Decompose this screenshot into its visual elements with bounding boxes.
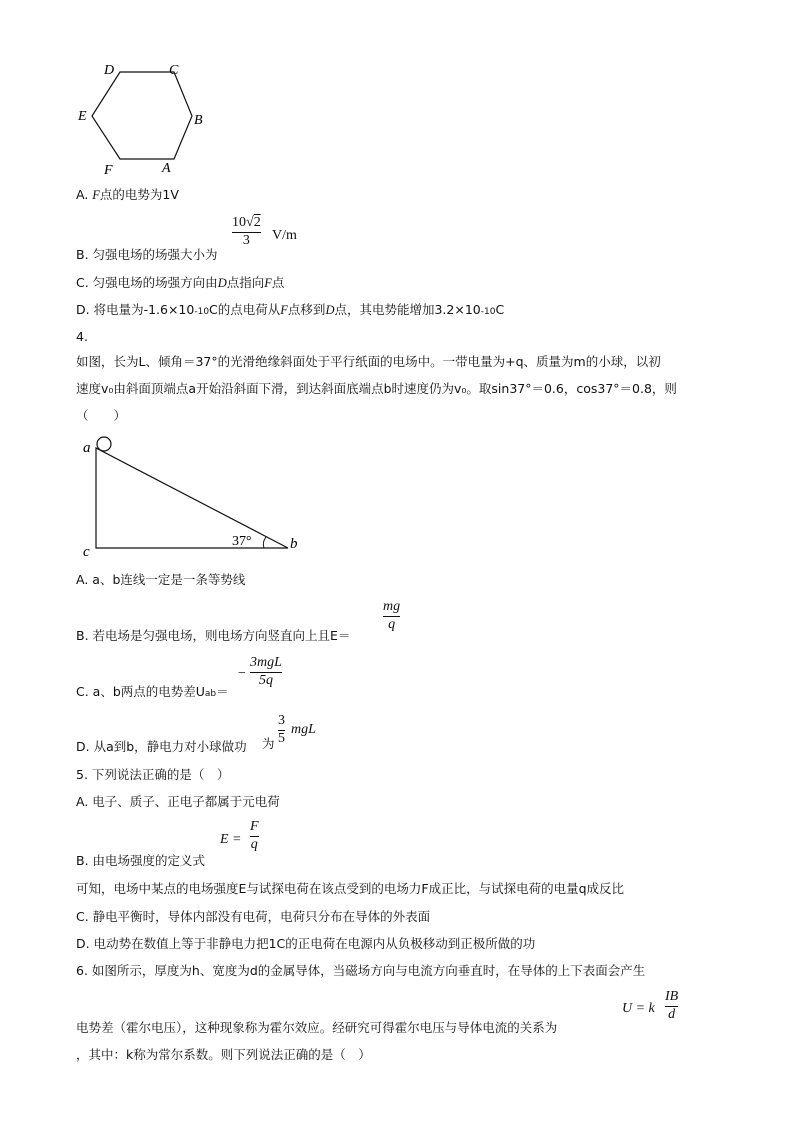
q5-option-b: B. 由电场强度的定义式 (76, 853, 206, 868)
incline-triangle (96, 448, 288, 548)
q4-option-a: A. a、b连线一定是一条等势线 (76, 572, 246, 587)
ball-icon (97, 437, 111, 451)
q3-option-b-fraction (232, 216, 261, 248)
q3-option-d: D. 将电量为-1.6×10-10C的点电荷从F点移到D点，其电势能增加3.2×10-10C (76, 302, 505, 317)
q5-option-b-lhs: E = (220, 832, 242, 847)
point-label-b: b (290, 536, 298, 552)
q5-stem: 5. 下列说法正确的是（ ） (76, 767, 230, 782)
q4-option-c-denominator: 5q (258, 672, 273, 688)
q3-option-b-unit: V/m (272, 228, 297, 243)
q4-option-c: C. a、b两点的电势差Uab＝ (76, 684, 229, 699)
vertex-label-f: F (104, 163, 113, 178)
q4-option-c-numerator: 3mgL (250, 655, 282, 670)
angle-arc (263, 537, 266, 548)
q4-option-d-tail: mgL (291, 722, 316, 737)
hexagon-shape (92, 72, 192, 159)
q5-option-b-denominator: q (250, 836, 258, 852)
q5-option-b-numerator: F (250, 819, 259, 834)
q3-option-a-var: F (92, 188, 100, 202)
q5-option-c: C. 静电平衡时，导体内部没有电荷，电荷只分布在导体的外表面 (76, 909, 431, 924)
q4-number: 4. (76, 329, 88, 344)
q4-option-b-numerator: mg (383, 599, 401, 614)
q4-option-d-fraction (278, 714, 285, 746)
q4-option-d-wei: 为 (262, 736, 275, 751)
q5-option-d: D. 电动势在数值上等于非静电力把1C的正电荷在电源内从负极移动到正极所做的功 (76, 936, 536, 951)
q5-option-b-fraction (250, 820, 259, 852)
q4-stem-line-2: 速度v₀由斜面顶端点a开始沿斜面下滑，到达斜面底端点b时速度仍为v₀。取sin37°＝0.6，cos37°＝0.8，则 (76, 381, 677, 396)
point-label-c: c (83, 544, 90, 560)
q3-option-c: C. 匀强电场的场强方向由D点指向F点 (76, 275, 285, 290)
q3-option-b-denominator: 3 (242, 232, 250, 248)
q6-formula-denominator: d (668, 1006, 676, 1022)
q4-stem-line-1: 如图，长为L、倾角＝37°的光滑绝缘斜面处于平行纸面的电场中。一带电量为+q、质量为m的小球，以初 (76, 354, 661, 369)
q5-option-b-continued: 可知，电场中某点的电场强度E与试探电荷在该点受到的电场力F成正比，与试探电荷的电量q成反比 (76, 881, 625, 896)
q3-option-b: B. 匀强电场的场强大小为 (76, 247, 218, 262)
q3-option-b-numerator: 10√2 (232, 215, 261, 230)
q4-option-c-fraction (250, 656, 282, 688)
vertex-label-d: D (104, 63, 115, 78)
angle-label: 37° (232, 534, 252, 549)
q6-line-1: 6. 如图所示，厚度为h、宽度为d的金属导体，当磁场方向与电流方向垂直时，在导体的上下表面会产生 (76, 963, 646, 978)
point-label-a: a (83, 440, 91, 456)
incline-figure (80, 432, 310, 562)
q4-option-d: D. 从a到b，静电力对小球做功 (76, 739, 247, 754)
q6-line-2: 电势差（霍尔电压），这种现象称为霍尔效应。经研究可得霍尔电压与导体电流的关系为 (76, 1020, 558, 1035)
q4-option-b: B. 若电场是匀强电场，则电场方向竖直向上且E＝ (76, 628, 351, 643)
q3-option-a (76, 187, 179, 203)
q4-option-b-denominator: q (388, 616, 396, 632)
vertex-label-b: B (194, 113, 203, 128)
hexagon-figure (76, 58, 216, 178)
q4-option-d-numerator: 3 (278, 713, 285, 728)
q6-formula-numerator: IB (665, 989, 679, 1004)
q4-option-c-sign: − (238, 666, 246, 681)
vertex-label-e: E (78, 109, 87, 124)
q3-option-a-prefix: A. (76, 187, 93, 202)
q5-option-a: A. 电子、质子、正电子都属于元电荷 (76, 794, 280, 809)
q6-formula-fraction (665, 990, 678, 1022)
q4-option-b-fraction (383, 600, 400, 632)
q4-stem-line-3: （ ） (76, 408, 127, 423)
q3-option-a-text: 点的电势为1V (99, 187, 179, 202)
q6-line-3: ，其中：k称为常尔系数。则下列说法正确的是（ ） (76, 1047, 371, 1062)
vertex-label-a: A (162, 161, 171, 176)
vertex-label-c: C (169, 63, 179, 78)
q6-formula-lhs: U = k (622, 1001, 655, 1016)
q4-option-d-denominator: 5 (278, 730, 285, 746)
